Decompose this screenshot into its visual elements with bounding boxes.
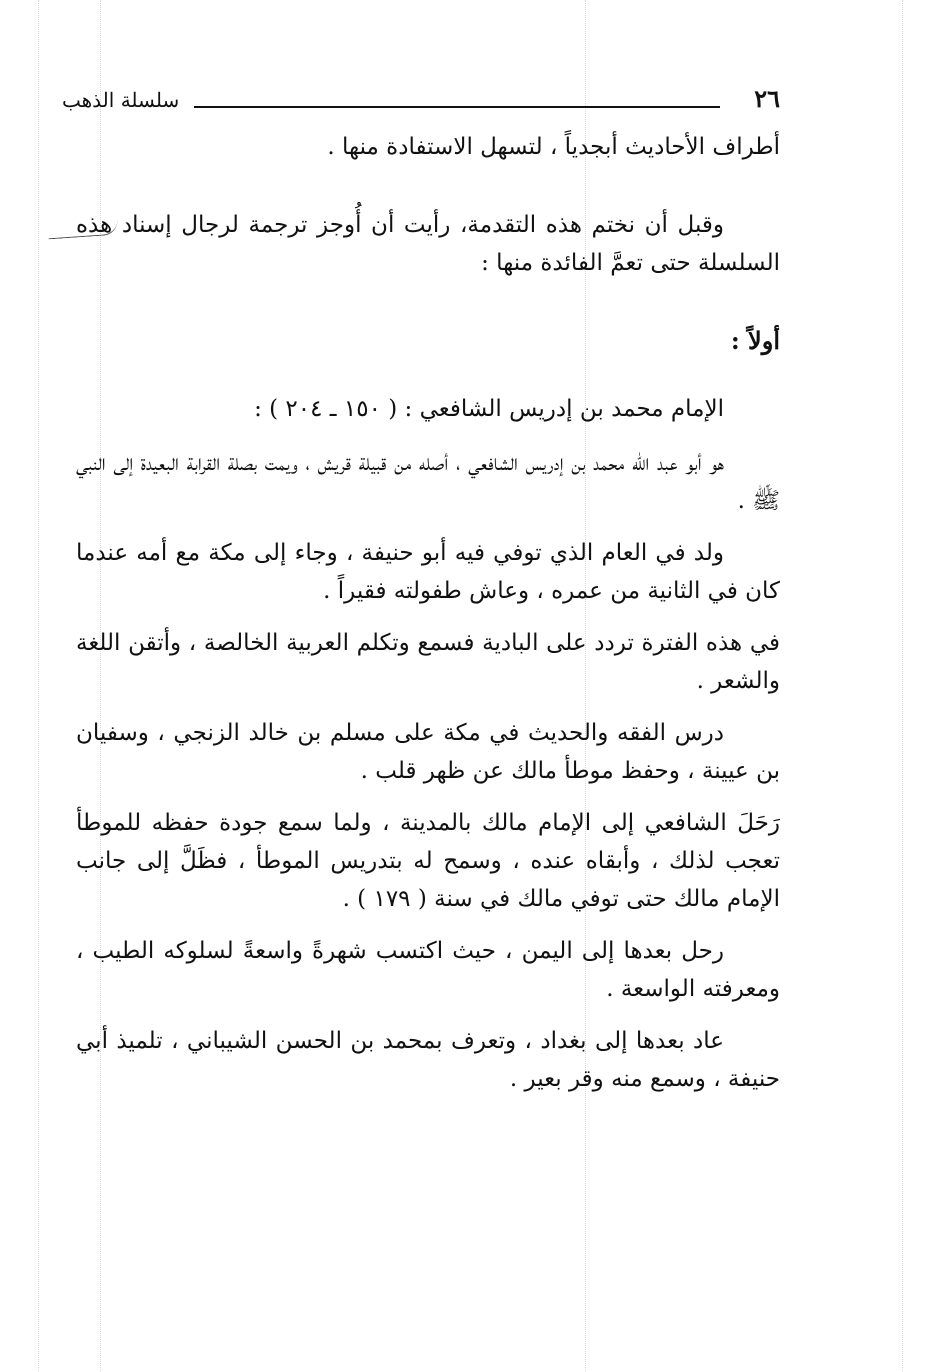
subsection-heading: الإمام محمد بن إدريس الشافعي : ( ١٥٠ ـ ٢٠٤ ) : (254, 396, 724, 422)
paragraph: رَحَلَ الشافعي إلى الإمام مالك بالمدينة ، ولما سمع جودة حفظه للموطأ تعجب لذلك ، وأبقاه عنده ، وسمح له بتدريس الموطأ ، فظَلَّ إلى جانب الإمام مالك حتى توفي مالك في سنة ( ١٧٩ ) . (76, 810, 780, 912)
paragraph: وقبل أن نختم هذه التقدمة، رأيت أن أُوجز ترجمة لرجال إسناد هذه السلسلة حتى تعمَّ الفائدة منها : (76, 212, 780, 276)
paragraph: درس الفقه والحديث في مكة على مسلم بن خالد الزنجي ، وسفيان بن عيينة ، وحفظ موطأ مالك عن ظهر قلب . (76, 720, 780, 784)
header-rule (194, 106, 720, 108)
paragraph: رحل بعدها إلى اليمن ، حيث اكتسب شهرةً واسعةً لسلوكه الطيب ، ومعرفته الواسعة . (76, 938, 780, 1002)
scan-guide-line (38, 0, 39, 1372)
scan-guide-line (902, 0, 903, 1372)
paragraph: هو أبو عبد الله محمد بن إدريس الشافعي ، أصله من قبيلة قريش ، ويمت بصلة القرابة البعيدة إلى النبي ﷺ . (76, 450, 780, 514)
page-number: ٢٦ (754, 84, 780, 113)
paragraph: ولد في العام الذي توفي فيه أبو حنيفة ، وجاء إلى مكة مع أمه عندما كان في الثانية من عمره ، وعاش طفولته فقيراً . (76, 540, 780, 604)
paragraph: في هذه الفترة تردد على البادية فسمع وتكلم العربية الخالصة ، وأتقن اللغة والشعر . (76, 630, 780, 694)
paragraph: أطراف الأحاديث أبجدياً ، لتسهل الاستفادة منها . (327, 134, 780, 160)
page-header (62, 84, 780, 118)
running-title: سلسلة الذهب (62, 88, 180, 112)
paragraph: عاد بعدها إلى بغداد ، وتعرف بمحمد بن الحسن الشيباني ، تلميذ أبي حنيفة ، وسمع منه وقر بعير . (76, 1028, 780, 1092)
section-heading: أولاً : (730, 326, 780, 355)
body-text (76, 128, 780, 1112)
